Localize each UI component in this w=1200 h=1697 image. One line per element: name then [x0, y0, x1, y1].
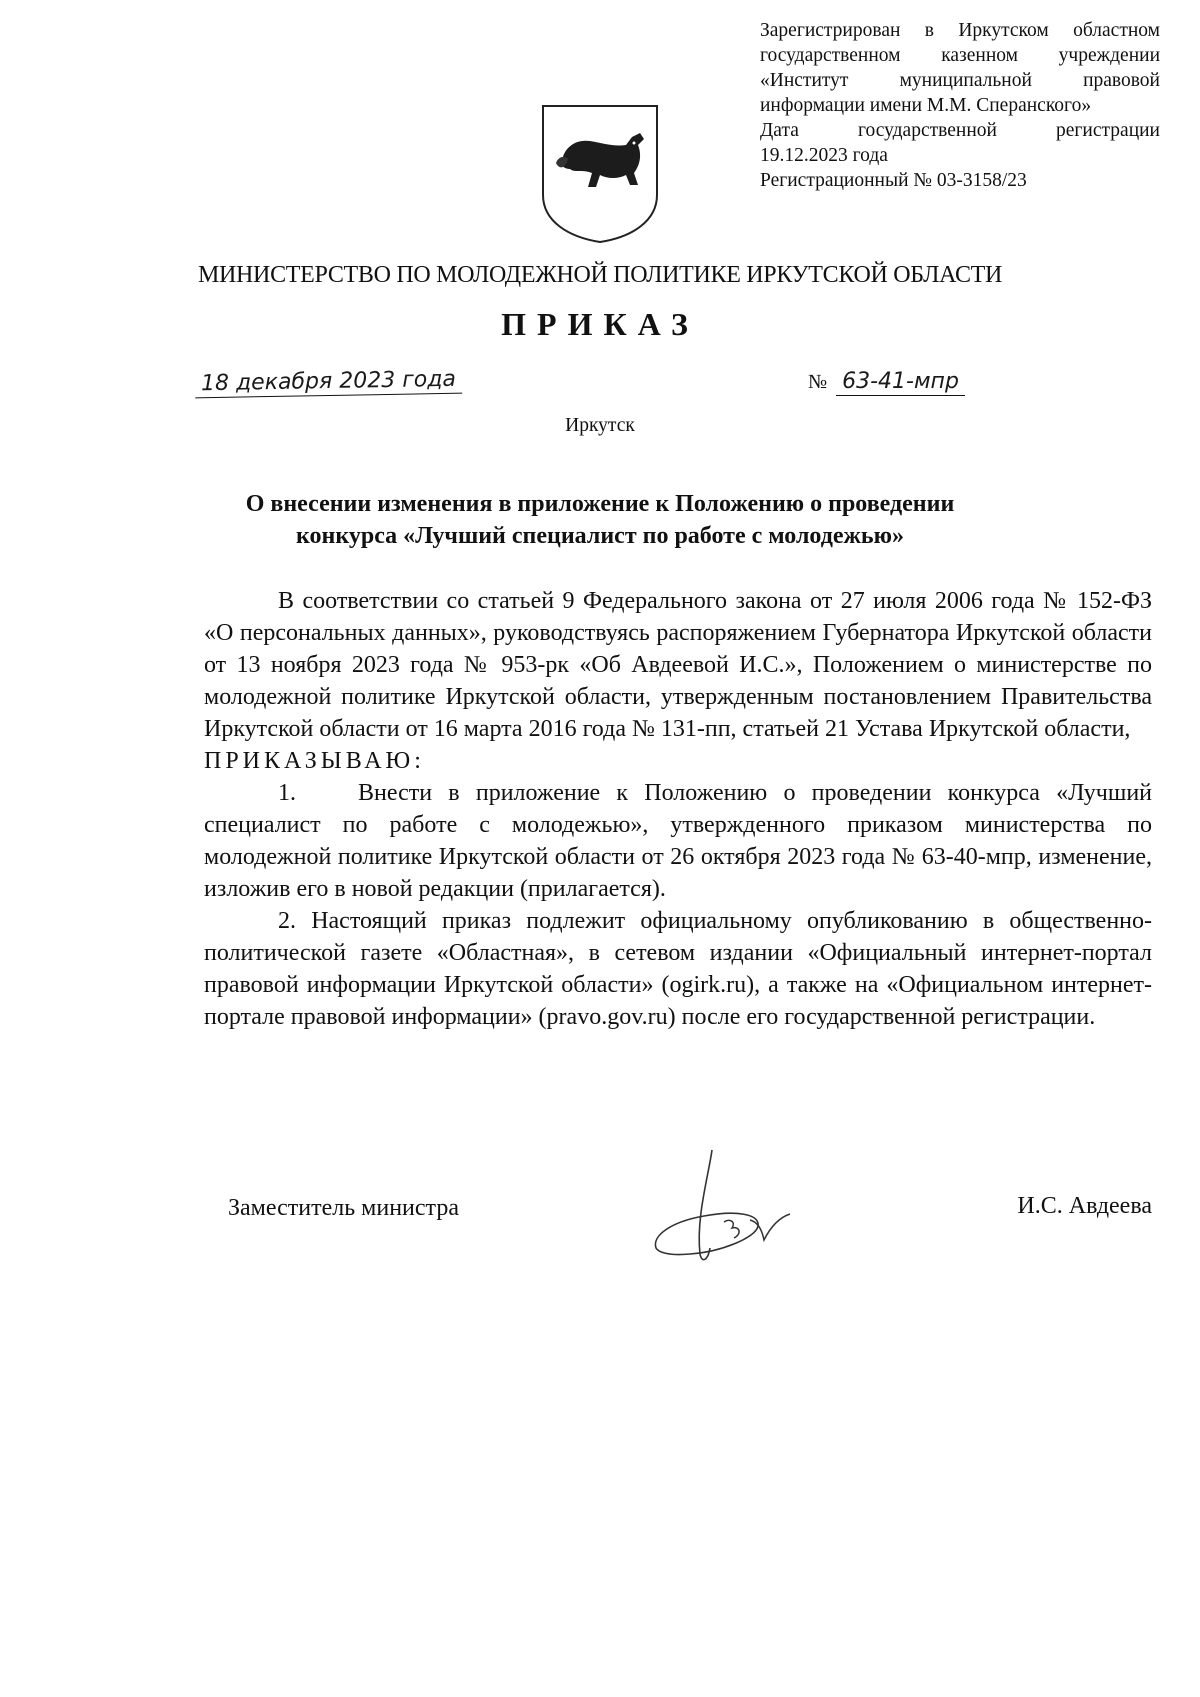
- order-word: ПРИКАЗЫВАЮ:: [204, 748, 425, 774]
- document-title: [100, 488, 1100, 552]
- handwritten-number: 63-41-мпр: [836, 370, 965, 396]
- item-text: Внести в приложение к Положению о проведении конкурса «Лучший специалист по работе с молодежью», утвержденного приказом министерства по молодежной политике Иркутской области от 26 октября 2023 года № 63-40-мпр, изменение, изложив его в новой редакции (прилагается).: [204, 780, 1152, 902]
- registration-line: информации имени М.М. Сперанского»: [760, 95, 1092, 116]
- registration-line: «Институт муниципальной правовой: [760, 70, 1160, 91]
- number-sign: №: [808, 371, 828, 393]
- handwritten-signature-icon: [650, 1148, 830, 1268]
- irkutsk-coat-of-arms-icon: [540, 103, 660, 245]
- signer-position: Заместитель министра: [228, 1195, 459, 1221]
- order-item-2: 2. Настоящий приказ подлежит официальному опубликованию в общественно-политической газете «Областная», в сетевом издании «Официальный интернет-портал правовой информации Иркутской области» (ogirk.ru), а также на «Официальном интернет-портале правовой информации» (pravo.gov.ru) после его государственной регистрации.: [204, 908, 1152, 1030]
- title-line: О внесении изменения в приложение к Положению о проведении: [245, 491, 955, 517]
- handwritten-date: 18 декабря 2023 года: [195, 368, 462, 399]
- order-item-1: [204, 777, 1152, 905]
- document-body: [204, 585, 1152, 1033]
- registration-date: 19.12.2023 года: [760, 145, 888, 166]
- order-number: [808, 370, 965, 396]
- registration-stamp: [760, 18, 1160, 193]
- signer-name: И.С. Авдеева: [1017, 1193, 1152, 1219]
- registration-line: Зарегистрирован в Иркутском областном: [760, 20, 1160, 41]
- document-type: ПРИКАЗ: [501, 306, 699, 342]
- item-number: 1.: [278, 780, 296, 806]
- ministry-name: МИНИСТЕРСТВО ПО МОЛОДЕЖНОЙ ПОЛИТИКЕ ИРКУТСКОЙ ОБЛАСТИ: [197, 262, 1003, 288]
- city: Иркутск: [565, 415, 635, 436]
- registration-line: Дата государственной регистрации: [760, 120, 1160, 141]
- intro-paragraph: В соответствии со статьей 9 Федерального закона от 27 июля 2006 года № 152-ФЗ «О персональных данных», руководствуясь распоряжением Губернатора Иркутской области от 13 ноября 2023 года № 953-рк «Об Авдеевой И.С.», Положением о министерстве по молодежной политике Иркутской области, утвержденным постановлением Правительства Иркутской области от 16 марта 2016 года № 131-пп, статьей 21 Устава Иркутской области,: [204, 588, 1152, 742]
- title-line: конкурса «Лучший специалист по работе с молодежью»: [296, 523, 904, 549]
- registration-line: государственном казенном учреждении: [760, 45, 1160, 66]
- order-date: [195, 368, 462, 399]
- registration-number: Регистрационный № 03-3158/23: [760, 170, 1027, 191]
